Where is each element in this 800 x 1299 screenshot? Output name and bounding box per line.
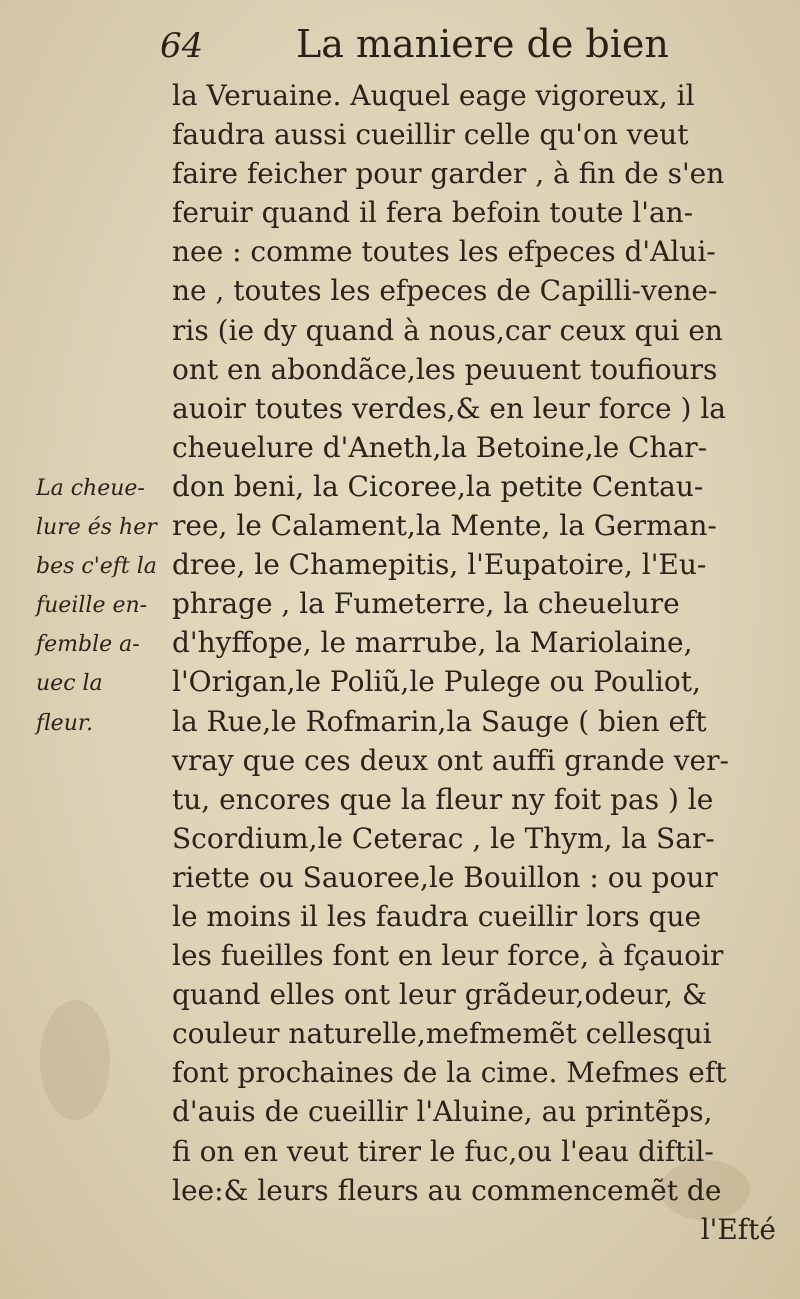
- running-title: La maniere de bien: [296, 22, 669, 66]
- body-line: d'hyffope, le marrube, la Mariolaine,: [172, 626, 693, 660]
- body-line: font prochaines de la cime. Mefmes eft: [172, 1056, 727, 1090]
- body-line: ris (ie dy quand à nous,car ceux qui en: [172, 313, 723, 347]
- body-line: d'auis de cueillir l'Aluine, au printẽps,: [172, 1095, 713, 1129]
- body-line: faire feicher pour garder , à fin de s'en: [172, 157, 725, 191]
- body-line: dree, le Chamepitis, l'Eupatoire, l'Eu-: [172, 548, 707, 582]
- margin-note-line: femble a-: [36, 632, 140, 658]
- catchword: l'Efté: [700, 1212, 776, 1246]
- margin-note-line: fleur.: [36, 710, 93, 736]
- margin-note-line: La cheue-: [36, 476, 145, 501]
- body-line: don beni, la Cicoree,la petite Centau-: [172, 469, 704, 503]
- body-line: la Veruaine. Auquel eage vigoreux, il: [172, 79, 695, 112]
- body-line: la Rue,le Rofmarin,la Sauge ( bien eft: [172, 704, 707, 738]
- margin-note-line: uec la: [36, 671, 103, 697]
- body-line: ont en abondãce,les peuuent toufiours: [172, 352, 718, 386]
- body-line: nee : comme toutes les efpeces d'Alui-: [172, 235, 716, 269]
- body-line: fi on en veut tirer le fuc,ou l'eau diftil-: [172, 1134, 714, 1168]
- body-line: ree, le Calament,la Mente, la German-: [172, 509, 717, 543]
- margin-note-line: lure és her: [36, 515, 157, 541]
- body-line: le moins il les faudra cueillir lors que: [172, 899, 702, 933]
- body-line: l'Origan,le Poliũ,le Pulege ou Pouliot,: [172, 665, 701, 699]
- body-line: phrage , la Fumeterre, la cheuelure: [172, 587, 680, 621]
- page-number: 64: [160, 26, 204, 66]
- margin-note: [36, 469, 166, 743]
- body-line: feruir quand il fera befoin toute l'an-: [172, 196, 694, 230]
- body-text: [172, 76, 792, 1249]
- body-line: quand elles ont leur grãdeur,odeur, &: [172, 978, 707, 1012]
- body-line: ne , toutes les efpeces de Capilli-vene-: [172, 274, 718, 308]
- body-line: Scordium,le Ceterac , le Thym, la Sar-: [172, 821, 715, 855]
- margin-note-line: bes c'eft la: [36, 554, 157, 580]
- body-line: auoir toutes verdes,& en leur force ) la: [172, 391, 726, 425]
- body-line: couleur naturelle,mefmemẽt cellesqui: [172, 1017, 712, 1051]
- body-line: lee:& leurs fleurs au commencemẽt de: [172, 1173, 722, 1207]
- page-header: [160, 22, 680, 72]
- body-line: tu, encores que la fleur ny foit pas ) le: [172, 782, 714, 816]
- margin-note-line: fueille en-: [36, 593, 148, 619]
- body-line: vray que ces deux ont auffi grande ver-: [172, 743, 729, 777]
- body-line: faudra aussi cueillir celle qu'on veut: [172, 118, 689, 152]
- body-line: cheuelure d'Aneth,la Betoine,le Char-: [172, 430, 708, 464]
- body-line: les fueilles font en leur force, à fçauoir: [172, 939, 724, 973]
- body-line: riette ou Sauoree,le Bouillon : ou pour: [172, 860, 718, 894]
- paper-stain: [40, 1000, 110, 1120]
